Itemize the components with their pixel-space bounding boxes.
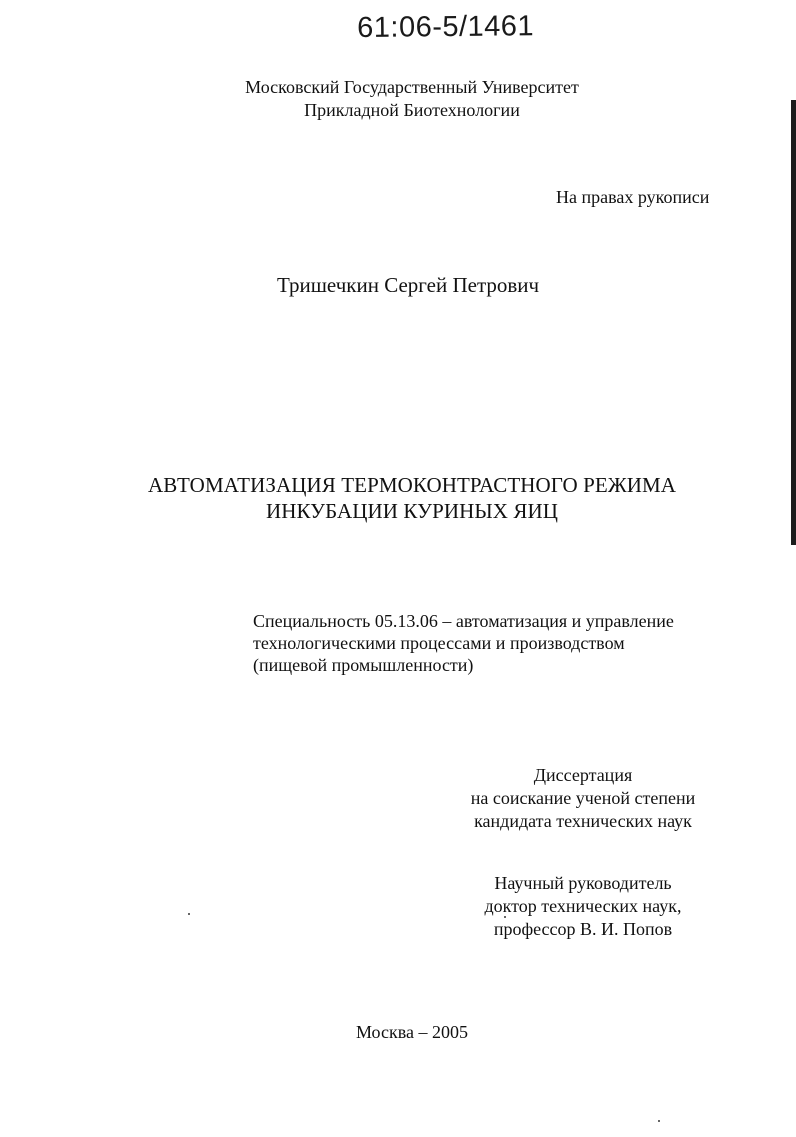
advisor-line: доктор технических наук, (484, 896, 682, 916)
degree-line: кандидата технических наук (474, 811, 692, 831)
degree-line: Диссертация (533, 765, 633, 785)
title-line: ИНКУБАЦИИ КУРИНЫХ ЯИЦ (265, 499, 559, 523)
specialty-line: технологическими процессами и производством (253, 633, 625, 653)
dissertation-title (0, 472, 796, 524)
degree-block (448, 764, 718, 833)
manuscript-rights-note: На правах рукописи (556, 187, 710, 207)
scan-speck (504, 916, 506, 918)
scan-edge-mark (791, 100, 796, 545)
advisor-block (448, 872, 718, 941)
author-name: Тришечкин Сергей Петрович (277, 273, 540, 297)
city-year: Москва – 2005 (356, 1022, 468, 1042)
advisor-line: Научный руководитель (494, 873, 672, 893)
university-line: Прикладной Биотехнологии (304, 100, 520, 120)
specialty-block (253, 610, 674, 676)
degree-line: на соискание ученой степени (470, 788, 696, 808)
university-name (0, 76, 796, 122)
university-line: Московский Государственный Университет (245, 77, 579, 97)
advisor-line: профессор В. И. Попов (493, 919, 673, 939)
specialty-line: Специальность 05.13.06 – автоматизация и управление (253, 611, 674, 631)
specialty-line: (пищевой промышленности) (253, 655, 474, 675)
scan-speck (658, 1120, 660, 1122)
scan-speck (188, 913, 190, 915)
catalog-stamp: 61:06-5/1461 (357, 10, 535, 44)
title-line: АВТОМАТИЗАЦИЯ ТЕРМОКОНТРАСТНОГО РЕЖИМА (147, 473, 677, 497)
